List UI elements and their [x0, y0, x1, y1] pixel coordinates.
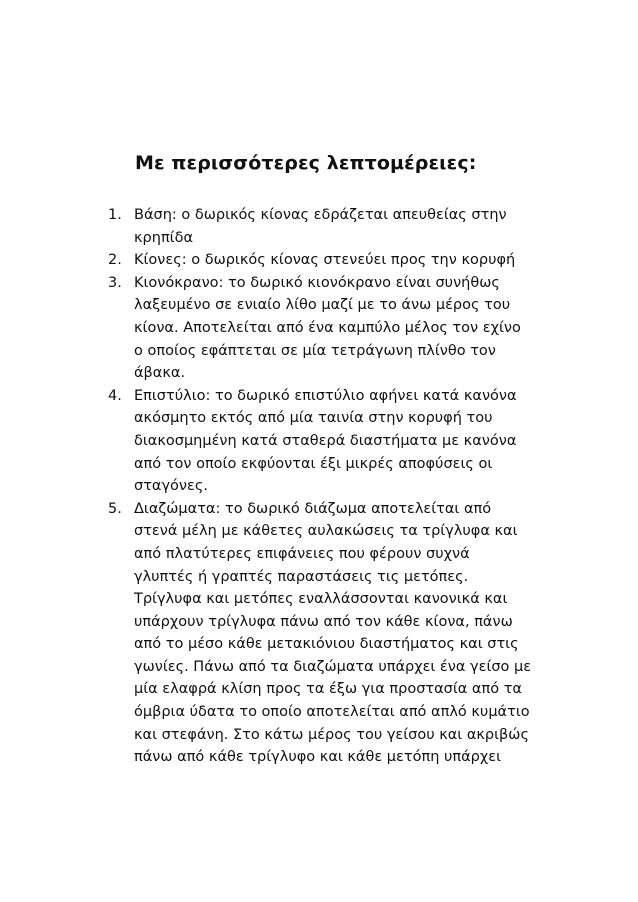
section-heading: Με περισσότερες λεπτομέρειες: [135, 152, 477, 174]
list-text-line: κρηπίδα [134, 229, 194, 246]
list-text-line: διακοσμημένη κατά σταθερά διαστήματα με κανόνα [134, 432, 517, 449]
list-item-5 [0, 498, 638, 769]
list-text-line: από πλατύτερες επιφάνειες που φέρουν συχνά [134, 545, 470, 562]
list-text-line: ο οποίος εφάπτεται σε μία τετράγωνη πλίνθο τον [134, 342, 496, 359]
list-text-line: Τρίγλυφα και μετόπες εναλλάσσονται κανονικά και [134, 591, 508, 608]
list-text-line: γλυπτές ή γραπτές παραστάσεις τις μετόπες. [134, 568, 469, 585]
list-text-line: λαξευμένο σε ενιαίο λίθο μαζί με το άνω μέρος του [134, 297, 511, 314]
list-text-line: ακόσμητο εκτός από μία ταινία στην κορυφή του [134, 410, 493, 427]
list-item-2 [0, 249, 638, 272]
list-text-line: υπάρχουν τρίγλυφα πάνω από τον κάθε κίονα, πάνω [134, 613, 513, 630]
list-number: 1. [108, 207, 122, 223]
list-text-line: και στεφάνη. Στο κάτω μέρος του γείσου και ακριβώς [134, 726, 529, 743]
list-number: 4. [108, 387, 122, 404]
list-text-line: από τον οποίο εκφύονται έξι μικρές αποφύσεις οι [134, 455, 493, 472]
list-text-line: πάνω από κάθε τρίγλυφο και κάθε μετόπη υπάρχει [134, 749, 502, 766]
list-text-line: Βάση: ο δωρικός κίονας εδράζεται απευθείας στην [134, 207, 507, 223]
list-item-1 [0, 204, 638, 249]
list-text-line: Κιονόκρανο: το δωρικό κιονόκρανο είναι συνήθως [134, 274, 500, 291]
list-text-line: μία ελαφρά κλίση προς τα έξω για προστασία από τα [134, 681, 522, 698]
list-item-3 [0, 272, 638, 385]
list-text-line: άβακα. [134, 365, 186, 382]
list-text-line: όμβρια ύδατα το οποίο αποτελείται από απλό κυμάτιο [134, 704, 530, 721]
list-number: 2. [108, 252, 122, 269]
list-item-4 [0, 385, 638, 498]
list-text-line: Διαζώματα: το δωρικό διάζωμα αποτελείται από [134, 500, 492, 517]
list-text-line: σταγόνες. [134, 478, 208, 495]
list-text-line: στενά μέλη με κάθετες αυλακώσεις τα τρίγλυφα και [134, 523, 518, 540]
list-number: 3. [108, 274, 122, 291]
list-text-line: κίονα. Αποτελείται από ένα καμπύλο μέλος τον εχίνο [134, 319, 521, 336]
list-text-line: γωνίες. Πάνω από τα διαζώματα υπάρχει ένα γείσο με [134, 658, 532, 675]
numbered-list [0, 204, 638, 769]
list-text-line: Κίονες: ο δωρικός κίονας στενεύει προς την κορυφή [134, 252, 516, 269]
list-text-line: Επιστύλιο: το δωρικό επιστύλιο αφήνει κατά κανόνα [134, 387, 517, 404]
list-text-line: από το μέσο κάθε μετακιόνιου διαστήματος και στις [134, 636, 519, 653]
list-number: 5. [108, 500, 122, 517]
